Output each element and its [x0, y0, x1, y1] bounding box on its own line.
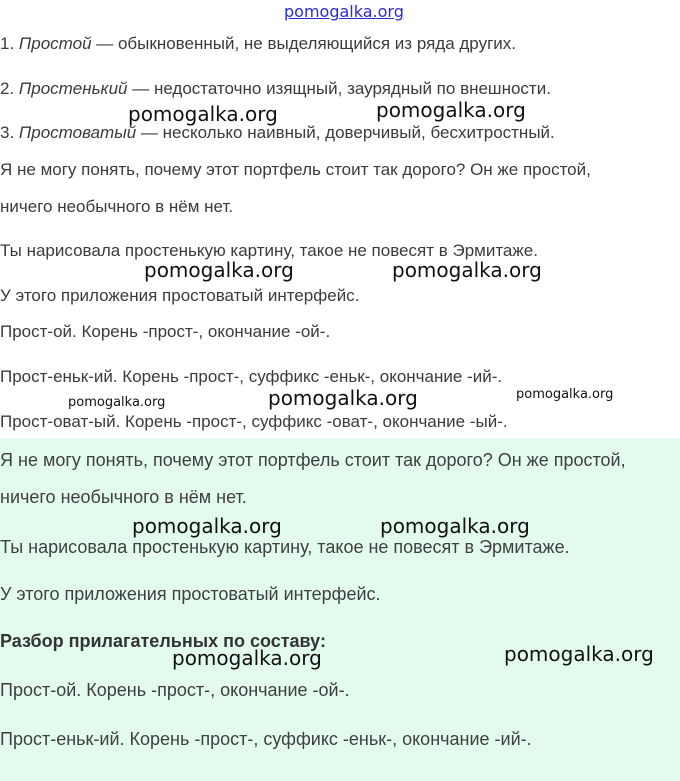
example-line: Я не могу понять, почему этот портфель стоит так дорого? Он же простой, — [0, 160, 591, 179]
definition-1 — [0, 34, 516, 54]
watermark: pomogalka.org — [516, 387, 614, 402]
definition-term: Простенький — [18, 79, 128, 98]
watermark: pomogalka.org — [380, 514, 530, 538]
example-line: У этого приложения простоватый интерфейс. — [0, 286, 360, 305]
example-line: Ты нарисовала простенькую картину, такое не повесят в Эрмитаже. — [0, 241, 538, 260]
definition-text: — недостаточно изящный, заурядный по внешности. — [127, 79, 551, 98]
parsing-line: Прост-еньк-ий. Корень -прост-, суффикс -еньк-, окончание -ий-. — [0, 367, 503, 386]
parsing-line: Прост-ой. Корень -прост-, окончание -ой-. — [0, 680, 350, 700]
watermark: pomogalka.org — [172, 646, 322, 670]
example-line: Я не могу понять, почему этот портфель стоит так дорого? Он же простой, — [0, 450, 626, 470]
watermark: pomogalka.org — [376, 98, 526, 122]
watermark: pomogalka.org — [268, 386, 418, 410]
watermark: pomogalka.org — [68, 395, 166, 410]
definition-number: 2. — [0, 79, 15, 98]
watermark: pomogalka.org — [504, 642, 654, 666]
definition-text: — несколько наивный, доверчивый, бесхитростный. — [136, 123, 555, 142]
definition-term: Простой — [18, 34, 92, 53]
parsing-heading: Разбор прилагательных по составу: — [0, 631, 326, 651]
definition-3 — [0, 123, 555, 143]
watermark: pomogalka.org — [392, 258, 542, 282]
site-watermark-link[interactable]: pomogalka.org — [284, 2, 404, 21]
example-line: У этого приложения простоватый интерфейс. — [0, 584, 381, 604]
watermark: pomogalka.org — [144, 258, 294, 282]
definition-number: 1. — [0, 34, 15, 53]
example-line: ничего необычного в нём нет. — [0, 197, 234, 216]
definition-text: — обыкновенный, не выделяющийся из ряда других. — [91, 34, 516, 53]
parsing-line: Прост-еньк-ий. Корень -прост-, суффикс -еньк-, окончание -ий-. — [0, 729, 532, 749]
definition-term: Простоватый — [18, 123, 137, 142]
definition-2 — [0, 79, 551, 99]
watermark: pomogalka.org — [128, 102, 278, 126]
parsing-line: Прост-ой. Корень -прост-, окончание -ой-. — [0, 322, 331, 341]
parsing-line: Прост-оват-ый. Корень -прост-, суффикс -оват-, окончание -ый-. — [0, 412, 508, 431]
watermark: pomogalka.org — [132, 514, 282, 538]
example-line: Ты нарисовала простенькую картину, такое не повесят в Эрмитаже. — [0, 537, 570, 557]
example-line: ничего необычного в нём нет. — [0, 487, 247, 507]
definition-number: 3. — [0, 123, 15, 142]
